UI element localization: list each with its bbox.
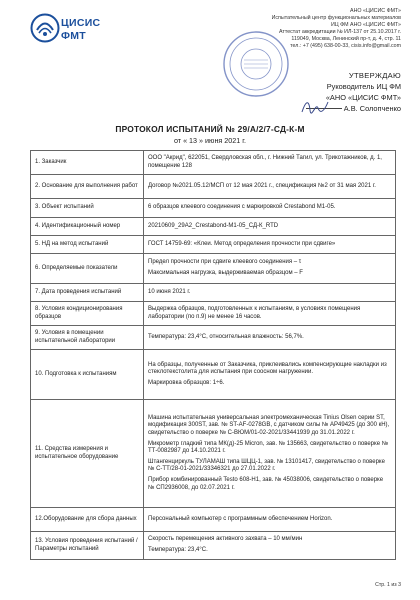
value-line: ООО "Акрид", 622051, Свердловская обл., г. Нижний Тагил, ул. Трикотажников, д. 1, помещение 128	[148, 154, 382, 169]
org-line: Аттестат аккредитации № ИЛ-137 от 25.10.2017 г.	[278, 29, 401, 35]
row-label: 13. Условия проведения испытаний / Параметры испытаний	[31, 532, 144, 560]
value-line: Температура: 23,4°С.	[148, 547, 208, 553]
approval-position: Руководитель ИЦ ФМ	[326, 82, 401, 91]
logo-text-line2: ФМТ	[61, 30, 87, 42]
row-value	[144, 218, 396, 236]
value-line: Персональный компьютер с программным обеспечением Horizon.	[148, 515, 333, 522]
page-number: Стр. 1 из 3	[375, 582, 401, 588]
value-line: 20210609_29А2_Crestabond-M1-05_СД-К_RTD	[148, 222, 279, 229]
row-label: 3. Объект испытаний	[31, 199, 144, 218]
logo-text-line1: ЦИСИС	[61, 17, 101, 29]
value-line: Максимальная нагрузка, выдерживаемая образцом – F	[148, 270, 303, 276]
company-logo	[30, 9, 100, 51]
value-line: Прибор комбинированный Testo 608-H1, зав. № 45038006, свидетельство о поверке № СП2936008, до 02.07.2021 г.	[148, 476, 384, 491]
protocol-table	[30, 150, 396, 560]
table-row	[31, 236, 396, 254]
value-line: Маркировка образцов: 1÷6.	[148, 379, 225, 386]
row-label: 11. Средства измерения и испытательное оборудование	[31, 400, 144, 508]
row-value	[144, 284, 396, 302]
approval-organization: «АНО «ЦИСИС ФМТ»	[325, 93, 401, 102]
approval-signer: А.В. Солопченко	[343, 104, 401, 113]
row-label: 4. Идентификационный номер	[31, 218, 144, 236]
row-label: 5. НД на метод испытаний	[31, 236, 144, 254]
row-label: 1. Заказчик	[31, 151, 144, 175]
org-line: ИЦ ФМ АНО «ЦИСИС ФМТ»	[330, 22, 401, 28]
row-value	[144, 236, 396, 254]
value-line: 6 образцов клеевого соединения с маркировкой Crestabond M1-05.	[148, 204, 336, 211]
protocol-date: от « 13 » июня 2021 г.	[173, 136, 247, 145]
table-row	[31, 151, 396, 175]
row-value	[144, 508, 396, 532]
approval-signer-row	[271, 103, 401, 114]
org-line: тел.: +7 (495) 638-00-33, cisis.info@gmail.com	[290, 43, 401, 49]
row-value	[144, 199, 396, 218]
value-line: Выдержка образцов, подготовленных к испытаниям, в условиях помещения лаборатории (по п.9) не менее 16 часов.	[148, 305, 361, 320]
table-row	[31, 254, 396, 284]
row-label: 2. Основание для выполнения работ	[31, 175, 144, 199]
value-line: Машина испытательная универсальная электромеханическая Tinius Olsen серии ST, модификация 300ST, зав. № ST-AF-0278GB, с датчиком силы № AP49425 (до 300 кН), свидетельство о поверке № С-ВЮМ/01-02-2021/33441939 до 31.01.2022 г.	[148, 414, 390, 437]
table-row	[31, 284, 396, 302]
value-line: На образцы, полученные от Заказчика, приклеивались компенсирующие накладки из стеклотекстолита для испытания при соосном нагружении.	[148, 361, 387, 376]
row-value	[144, 254, 396, 284]
org-line: 119049, Москва, Ленинский пр-т, д. 4, стр. 11	[291, 36, 401, 42]
value-line: 10 июня 2021 г.	[148, 288, 191, 295]
row-label: 12.Оборудование для сбора данных	[31, 508, 144, 532]
value-line: Договор №2021.05.12/МСП от 12 мая 2021 г., спецификация №2 от 31 мая 2021 г.	[148, 182, 376, 189]
handwritten-signature	[300, 98, 330, 116]
protocol-title: ПРОТОКОЛ ИСПЫТАНИЙ № 29/А/2/7-СД-К-М	[115, 124, 305, 134]
table-row	[31, 218, 396, 236]
row-label: 7. Дата проведения испытаний	[31, 284, 144, 302]
value-line: ГОСТ 14759-69: «Клеи. Метод определения прочности при сдвиге»	[148, 240, 336, 247]
value-line: Температура: 23,4°С, относительная влажность: 56,7%.	[148, 333, 304, 340]
value-line: Микрометр гладкий типа МК(д)-25 Micron, зав. № 135663, свидетельство о поверке № ТТ-0082987 до 14.10.2021 г.	[148, 440, 389, 455]
row-value	[144, 326, 396, 350]
row-value	[144, 532, 396, 560]
org-line: АНО «ЦИСИС ФМТ»	[350, 8, 401, 14]
row-value	[144, 175, 396, 199]
value-line: Скорость перемещения активного захвата – 10 мм/мин	[148, 536, 303, 543]
value-line: Предел прочности при сдвиге клеевого соединения – τ	[148, 259, 302, 266]
row-value	[144, 151, 396, 175]
row-label: 6. Определяемые показатели	[31, 254, 144, 284]
table-row	[31, 532, 396, 560]
table-row	[31, 350, 396, 400]
row-label: 10. Подготовка к испытаниям	[31, 350, 144, 400]
table-row	[31, 508, 396, 532]
approval-heading: УТВЕРЖДАЮ	[348, 71, 401, 80]
table-row	[31, 199, 396, 218]
logo-mark-icon	[30, 13, 60, 43]
table-row	[31, 326, 396, 350]
row-value	[144, 400, 396, 508]
value-line: Штангенциркуль ТУЛАМАШ типа ШЦЦ-1, зав. № 13101417, свидетельство о поверке № С-ТТ/28-01-2021/33346321 до 27.01.2022 г.	[148, 458, 385, 473]
org-line: Испытательный центр функциональных материалов	[271, 15, 401, 21]
approval-block	[271, 70, 401, 114]
row-value	[144, 350, 396, 400]
table-row	[31, 400, 396, 508]
row-label: 8. Условия кондиционирования образцов	[31, 302, 144, 326]
row-label: 9. Условия в помещении испытательной лаборатории	[31, 326, 144, 350]
row-value	[144, 302, 396, 326]
table-row	[31, 302, 396, 326]
table-row	[31, 175, 396, 199]
